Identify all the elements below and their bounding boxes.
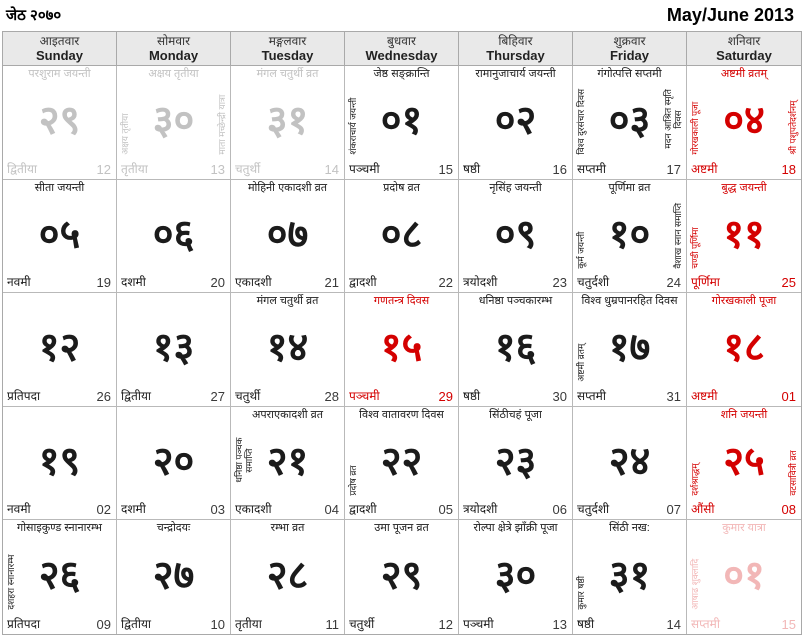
- festival-label: मंगल चतुर्थी व्रत: [256, 295, 319, 308]
- cell-bottom-row: [463, 500, 567, 517]
- day-cell[interactable]: [459, 407, 573, 521]
- nepali-date: ०४: [723, 98, 765, 143]
- english-date: 03: [210, 502, 225, 518]
- tithi-label: चतुर्थी: [349, 616, 375, 631]
- festival-label: बुद्ध जयन्ती: [721, 181, 767, 194]
- festival-label: रोल्पा क्षेत्रे झाँक्री पूजा: [473, 522, 558, 535]
- cell-bottom-row: [235, 387, 339, 404]
- english-date: 27: [210, 388, 225, 404]
- nepali-date: ३०: [494, 553, 537, 598]
- tithi-label: षष्ठी: [463, 388, 481, 403]
- festival-label: चन्द्रोदयः: [156, 522, 191, 535]
- day-cell[interactable]: [687, 180, 801, 294]
- cell-bottom-row: [577, 615, 681, 632]
- english-date: 08: [781, 502, 796, 518]
- nepali-date: ०८: [380, 212, 423, 257]
- weekday-label-english: Saturday: [716, 48, 772, 63]
- english-date: 02: [96, 502, 111, 518]
- festival-label: अपराएकादशी व्रत: [252, 408, 323, 421]
- day-cell[interactable]: [3, 407, 117, 521]
- tithi-label: चतुर्थी: [235, 161, 261, 176]
- cell-bottom-row: [235, 500, 339, 517]
- nepali-date: २३: [494, 439, 537, 484]
- nepali-date: १४: [266, 325, 309, 370]
- weekday-header-monday: [117, 32, 231, 66]
- cell-bottom-row: [577, 500, 681, 517]
- day-cell[interactable]: [459, 66, 573, 180]
- festival-label: जेष्ठ सङ्क्रान्ति: [373, 68, 430, 80]
- english-date: 28: [324, 388, 339, 404]
- festival-label: गोरखकाली पूजा: [711, 295, 777, 308]
- english-date: 31: [666, 388, 681, 404]
- weekday-label-nepali: आइतवार: [39, 34, 80, 48]
- festival-label: अष्टमी व्रतम्: [720, 68, 768, 80]
- weekday-label-english: Thursday: [486, 48, 545, 63]
- english-date: 20: [210, 275, 225, 291]
- festival-label: परशुराम जयन्ती: [28, 68, 91, 80]
- cell-bottom-row: [691, 273, 796, 290]
- cell-bottom-row: [463, 387, 567, 404]
- nepali-date: २०: [152, 439, 195, 484]
- nepali-date: ०७: [266, 212, 309, 257]
- festival-label: गोसाइकुण्ड स्नानारम्भ: [17, 522, 102, 535]
- festival-label: अक्षय तृतीया: [148, 68, 199, 80]
- nepali-date: १८: [723, 325, 765, 370]
- calendar-grid: [2, 31, 802, 635]
- nepali-date: २२: [380, 439, 423, 484]
- day-cell[interactable]: [117, 520, 231, 634]
- day-cell[interactable]: [573, 520, 687, 634]
- tithi-label: एकादशी: [235, 502, 272, 517]
- nepali-date: १५: [380, 325, 423, 370]
- english-date: 30: [552, 388, 567, 404]
- tithi-label: सप्तमी: [577, 388, 606, 403]
- english-date: 15: [781, 616, 796, 632]
- tithi-label: अष्टमी: [691, 388, 718, 403]
- nepali-date: ३१: [266, 98, 309, 143]
- english-date: 15: [438, 161, 453, 177]
- tithi-label: चतुर्थी: [235, 388, 261, 403]
- tithi-label: षष्ठी: [463, 161, 481, 176]
- tithi-label: पञ्चमी: [349, 161, 380, 176]
- festival-vertical-left: विश्व दुरसंचार दिवस: [576, 88, 586, 155]
- cell-bottom-row: [691, 387, 796, 404]
- english-date: 14: [666, 616, 681, 632]
- tithi-label: चतुर्दशी: [577, 275, 610, 290]
- weekday-header-friday: [573, 32, 687, 66]
- festival-label: सिंठीचहं पूजा: [489, 408, 542, 421]
- tithi-label: सप्तमी: [577, 161, 606, 176]
- cell-bottom-row: [121, 500, 225, 517]
- nepali-date: २७: [152, 553, 195, 598]
- nepali-date: ३१: [608, 553, 651, 598]
- cell-bottom-row: [463, 615, 567, 632]
- weekday-label-english: Sunday: [36, 48, 83, 63]
- english-date: 23: [552, 275, 567, 291]
- weekday-label-english: Monday: [148, 48, 199, 63]
- day-cell[interactable]: [3, 520, 117, 634]
- day-cell[interactable]: [687, 66, 801, 180]
- english-date: 01: [781, 388, 796, 404]
- nepali-date: ११: [723, 212, 765, 257]
- nepali-date: ०१: [723, 553, 765, 598]
- tithi-label: पञ्चमी: [463, 616, 494, 631]
- cell-bottom-row: [691, 160, 796, 177]
- nepali-date: ०५: [38, 212, 81, 257]
- cell-bottom-row: [121, 160, 225, 177]
- day-cell[interactable]: [687, 293, 801, 407]
- festival-vertical-left: दर्शश्राद्धम्: [690, 463, 700, 496]
- festival-label: नृसिंह जयन्ती: [489, 181, 542, 194]
- day-cell[interactable]: [459, 180, 573, 294]
- tithi-label: पञ्चमी: [349, 388, 380, 403]
- festival-label: उमा पूजन व्रत: [374, 522, 429, 535]
- tithi-label: नवमी: [7, 275, 31, 290]
- cell-bottom-row: [349, 273, 453, 290]
- day-cell[interactable]: [231, 520, 345, 634]
- festival-vertical-left: चण्डी पूर्णिमा: [690, 226, 700, 269]
- month-title-nepali: जेठ २०७०: [6, 7, 62, 24]
- day-cell[interactable]: [345, 520, 459, 634]
- weekday-label-nepali: बुधवार: [387, 34, 416, 48]
- nepali-date: २६: [38, 553, 81, 598]
- festival-label: [117, 180, 230, 182]
- weekday-label-nepali: मङ्गलवार: [268, 34, 307, 48]
- weekday-label-english: Friday: [609, 48, 649, 63]
- english-date: 05: [438, 502, 453, 518]
- english-date: 06: [552, 502, 567, 518]
- cell-bottom-row: [691, 615, 796, 632]
- festival-label: मोहिनी एकादशी व्रत: [247, 181, 328, 194]
- festival-vertical-left: कूर्म जयन्ती: [576, 231, 586, 269]
- day-cell[interactable]: [231, 66, 345, 180]
- festival-label: [573, 407, 686, 409]
- festival-vertical-left: शंकराचार्य जयन्ती: [348, 97, 358, 155]
- nepali-date: ०३: [608, 98, 651, 143]
- day-cell[interactable]: [117, 293, 231, 407]
- nepali-date: ०१: [380, 98, 423, 143]
- festival-label: धनिष्ठा पञ्चकारम्भ: [478, 295, 553, 308]
- month-title-english: May/June 2013: [666, 5, 794, 25]
- day-cell[interactable]: [573, 180, 687, 294]
- tithi-label: सप्तमी: [691, 616, 720, 631]
- day-cell[interactable]: [3, 66, 117, 180]
- cell-bottom-row: [235, 160, 339, 177]
- day-cell[interactable]: [117, 180, 231, 294]
- tithi-label: त्रयोदशी: [463, 275, 498, 290]
- english-date: 21: [324, 275, 339, 291]
- cell-bottom-row: [463, 160, 567, 177]
- english-date: 26: [96, 388, 111, 404]
- nepali-date: १०: [608, 212, 651, 257]
- cell-bottom-row: [349, 500, 453, 517]
- english-date: 22: [438, 275, 453, 291]
- english-date: 09: [96, 616, 111, 632]
- day-cell[interactable]: [231, 180, 345, 294]
- nepali-date: १७: [608, 325, 651, 370]
- festival-label: गंगोत्पत्ति सप्तमी: [597, 68, 662, 80]
- cell-bottom-row: [349, 160, 453, 177]
- day-cell[interactable]: [459, 293, 573, 407]
- festival-vertical-right: वटसावित्री व्रत: [788, 450, 798, 496]
- nepali-date: १३: [152, 325, 195, 370]
- nepali-date: १९: [38, 439, 81, 484]
- festival-vertical-left: अक्षय तृतीया: [120, 113, 130, 155]
- day-cell[interactable]: [459, 520, 573, 634]
- cell-bottom-row: [235, 273, 339, 290]
- festival-vertical-left: धनिष्ठा पञ्चक समाप्ति: [234, 437, 254, 483]
- day-cell[interactable]: [345, 293, 459, 407]
- cell-bottom-row: [7, 615, 111, 632]
- nepali-date: ०९: [494, 212, 537, 257]
- day-cell[interactable]: [687, 520, 801, 634]
- day-cell[interactable]: [231, 293, 345, 407]
- tithi-label: दशमी: [121, 275, 146, 290]
- festival-vertical-left: दशहरा स्नानारम्भ: [6, 554, 16, 610]
- cell-bottom-row: [121, 615, 225, 632]
- cell-bottom-row: [577, 273, 681, 290]
- tithi-label: प्रतिपदा: [7, 616, 41, 631]
- festival-vertical-right: वैशाख स्नान समाप्ति: [673, 202, 683, 269]
- nepali-date: २४: [608, 439, 651, 484]
- cell-bottom-row: [121, 387, 225, 404]
- english-date: 04: [324, 502, 339, 518]
- cell-bottom-row: [577, 387, 681, 404]
- weekday-label-nepali: बिहिवार: [498, 34, 533, 48]
- day-cell[interactable]: [345, 180, 459, 294]
- tithi-label: चतुर्दशी: [577, 502, 610, 517]
- festival-vertical-right: मदन आश्रित स्मृति दिवस: [663, 89, 683, 150]
- festival-label: पूर्णिमा व्रत: [608, 181, 651, 194]
- cell-bottom-row: [463, 273, 567, 290]
- nepali-date: ३०: [152, 98, 195, 143]
- festival-label: विश्व धुम्रपानरहित दिवस: [581, 295, 678, 308]
- tithi-label: तृतीया: [121, 161, 148, 176]
- weekday-header-wednesday: [345, 32, 459, 66]
- festival-label: रामानुजाचार्य जयन्ती: [475, 68, 556, 80]
- festival-label: मंगल चतुर्थी व्रत: [256, 68, 319, 80]
- festival-label: [3, 407, 116, 409]
- festival-label: [3, 293, 116, 295]
- festival-label: [117, 293, 230, 295]
- tithi-label: नवमी: [7, 502, 31, 517]
- title-bar: [0, 0, 804, 30]
- festival-label: कुमार यात्रा: [722, 522, 766, 535]
- tithi-label: षष्ठी: [577, 616, 595, 631]
- festival-vertical-left: अष्टमी व्रतम्: [576, 343, 586, 382]
- cell-bottom-row: [121, 273, 225, 290]
- tithi-label: अष्टमी: [691, 161, 718, 176]
- english-date: 12: [96, 161, 111, 177]
- festival-label: विश्व वातावरण दिवस: [359, 408, 444, 421]
- festival-vertical-left: गोरखकाली पूजा: [690, 101, 700, 155]
- weekday-label-nepali: सोमवार: [156, 34, 191, 48]
- nepali-date: १२: [38, 325, 81, 370]
- day-cell[interactable]: [345, 66, 459, 180]
- english-date: 19: [96, 275, 111, 291]
- festival-label: सीता जयन्ती: [34, 181, 85, 194]
- tithi-label: द्वितीया: [121, 616, 152, 631]
- tithi-label: पूर्णिमा: [691, 275, 720, 290]
- cell-bottom-row: [691, 500, 796, 517]
- weekday-header-sunday: [3, 32, 117, 66]
- cell-bottom-row: [7, 273, 111, 290]
- festival-label: गणतन्त्र दिवस: [373, 295, 430, 308]
- english-date: 14: [324, 161, 339, 177]
- weekday-label-english: Wednesday: [365, 48, 438, 63]
- english-date: 29: [438, 388, 453, 404]
- cell-bottom-row: [7, 160, 111, 177]
- cell-bottom-row: [349, 615, 453, 632]
- festival-vertical-left: कुमार षष्ठी: [576, 576, 586, 610]
- festival-label: [117, 407, 230, 409]
- english-date: 18: [781, 161, 796, 177]
- nepali-date: २८: [266, 553, 309, 598]
- weekday-header-thursday: [459, 32, 573, 66]
- cell-bottom-row: [7, 500, 111, 517]
- weekday-label-english: Tuesday: [261, 48, 314, 63]
- cell-bottom-row: [577, 160, 681, 177]
- cell-bottom-row: [235, 615, 339, 632]
- day-cell[interactable]: [117, 66, 231, 180]
- day-cell[interactable]: [3, 293, 117, 407]
- festival-label: सिंठी नख:: [609, 522, 650, 535]
- festival-vertical-right: श्री पशुपतेदर्शनम्: [788, 100, 798, 155]
- day-cell[interactable]: [687, 407, 801, 521]
- day-cell[interactable]: [573, 293, 687, 407]
- english-date: 11: [325, 616, 339, 632]
- english-date: 25: [781, 275, 796, 291]
- tithi-label: द्वादशी: [349, 502, 377, 517]
- english-date: 24: [666, 275, 681, 291]
- english-date: 13: [552, 616, 567, 632]
- weekday-header-saturday: [687, 32, 801, 66]
- nepali-date: २९: [380, 553, 423, 598]
- english-date: 10: [210, 616, 225, 632]
- day-cell[interactable]: [573, 407, 687, 521]
- tithi-label: तृतीया: [235, 616, 262, 631]
- nepali-date: २१: [266, 439, 309, 484]
- day-cell[interactable]: [573, 66, 687, 180]
- tithi-label: औंसी: [691, 502, 715, 517]
- english-date: 13: [210, 161, 225, 177]
- tithi-label: द्वितीया: [121, 388, 152, 403]
- weekday-label-nepali: शनिवार: [727, 34, 761, 48]
- tithi-label: दशमी: [121, 502, 146, 517]
- english-date: 07: [666, 502, 681, 518]
- festival-label: रम्भा व्रत: [270, 522, 305, 535]
- tithi-label: द्वादशी: [349, 275, 377, 290]
- festival-vertical-left: आषाढ शुक्लादि: [690, 559, 700, 610]
- tithi-label: एकादशी: [235, 275, 272, 290]
- nepali-date: २५: [723, 439, 765, 484]
- tithi-label: प्रतिपदा: [7, 388, 41, 403]
- day-cell[interactable]: [231, 407, 345, 521]
- cell-bottom-row: [349, 387, 453, 404]
- english-date: 17: [666, 161, 681, 177]
- day-cell[interactable]: [117, 407, 231, 521]
- cell-bottom-row: [7, 387, 111, 404]
- nepali-date: २९: [38, 98, 81, 143]
- festival-label: प्रदोष व्रत: [383, 181, 420, 194]
- tithi-label: त्रयोदशी: [463, 502, 498, 517]
- nepali-date: ०६: [152, 212, 195, 257]
- nepali-date: ०२: [494, 98, 537, 143]
- nepali-date: १६: [494, 325, 537, 370]
- tithi-label: द्वितीया: [7, 161, 38, 176]
- english-date: 16: [552, 161, 567, 177]
- festival-vertical-left: प्रदोष व्रत: [348, 465, 358, 496]
- weekday-header-tuesday: [231, 32, 345, 66]
- festival-vertical-right: माता मच्छेन्द्री यात्रा: [217, 94, 227, 155]
- weekday-label-nepali: शुक्रवार: [613, 34, 646, 48]
- english-date: 12: [438, 616, 453, 632]
- festival-label: शनि जयन्ती: [720, 408, 768, 421]
- day-cell[interactable]: [345, 407, 459, 521]
- day-cell[interactable]: [3, 180, 117, 294]
